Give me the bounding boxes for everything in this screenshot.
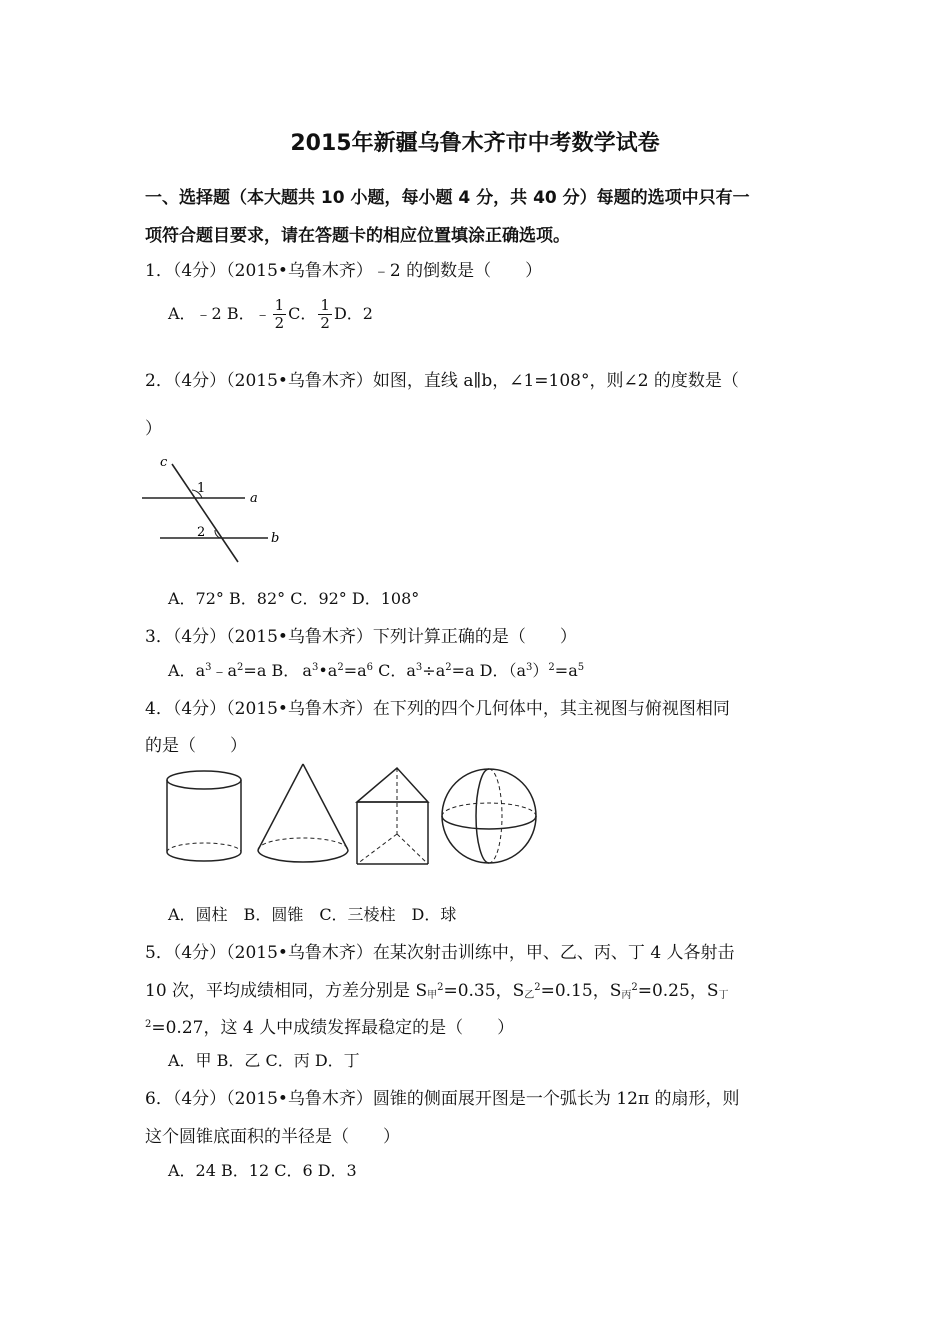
section-heading-line2: 项符合题目要求，请在答题卡的相应位置填涂正确选项。 (145, 226, 570, 246)
q1-option-a-b: A．﹣2 B．﹣ (168, 304, 271, 323)
question-5-stem-line1: 5．（4分）（2015•乌鲁木齐）在某次射击训练中，甲、乙、丙、丁 4 人各射击 (145, 943, 735, 963)
question-3-options: A．$a^3﹣a^2=a$ B． $a^3•a^2=a^6$ C．$a^3\div a^2=a$ D．$(a^3)^2=a^5$ (168, 661, 585, 680)
question-5-options: A．甲 B．乙 C．丙 D．丁 (168, 1051, 360, 1070)
cone-shape (258, 764, 348, 862)
question-1-stem: 1．（4分）（2015•乌鲁木齐）﹣2 的倒数是（ ） (145, 261, 543, 281)
label-angle-1: 1 (197, 481, 206, 496)
q1-fraction-b: $\frac{1}{2}$ (274, 296, 285, 332)
cylinder-shape (167, 771, 241, 861)
question-6-stem-line1: 6．（4分）（2015•乌鲁木齐）圆锥的侧面展开图是一个弧长为 12π 的扇形，则 (145, 1089, 740, 1109)
question-4-stem-line2: 的是（ ） (145, 736, 247, 756)
solids-figure (160, 760, 545, 870)
label-c: c (160, 455, 168, 470)
question-6-stem-line2: 这个圆锥底面积的半径是（ ） (145, 1127, 400, 1147)
sphere-shape (442, 769, 536, 863)
label-a: a (250, 491, 258, 506)
question-3-stem: 3．（4分）（2015•乌鲁木齐）下列计算正确的是（ ） (145, 627, 577, 647)
label-angle-2: 2 (197, 525, 206, 540)
question-4-options: A．圆柱 B．圆锥 C．三棱柱 D．球 (168, 905, 457, 924)
question-5-stem-line2: 10 次，平均成绩相同，方差分别是 $S_甲^2=0.35$，$S_乙^2=0.15$，$S_丙^2=0.25$，$S_丁$ (145, 981, 729, 1001)
q1-fraction-c: $\frac{1}{2}$ (320, 296, 330, 332)
page-title: 2015年新疆乌鲁木齐市中考数学试卷 (290, 131, 660, 156)
question-4-stem-line1: 4．（4分）（2015•乌鲁木齐）在下列的四个几何体中，其主视图与俯视图相同 (145, 699, 730, 719)
q1-option-d: D．2 (333, 304, 373, 323)
q1-option-c: C． (288, 304, 317, 323)
section-heading-line1: 一、选择题（本大题共 10 小题，每小题 4 分，共 40 分）每题的选项中只有一 (145, 188, 750, 208)
label-b: b (271, 531, 280, 546)
question-6-options: A．24 B．12 C．6 D．3 (168, 1161, 357, 1180)
question-5-stem-line3: $^2$=0.27，这 4 人中成绩发挥最稳定的是（ ） (145, 1018, 515, 1038)
question-2-stem-end: ） (145, 419, 162, 439)
question-2-options: A．72° B．82° C．92° D．108° (168, 589, 420, 608)
parallel-lines-figure (140, 450, 290, 570)
question-1-options (168, 298, 373, 331)
question-2-stem: 2．（4分）（2015•乌鲁木齐）如图，直线 a∥b，∠1=108°，则∠2 的度数是（ (145, 371, 739, 391)
triangular-prism-shape (357, 768, 428, 864)
